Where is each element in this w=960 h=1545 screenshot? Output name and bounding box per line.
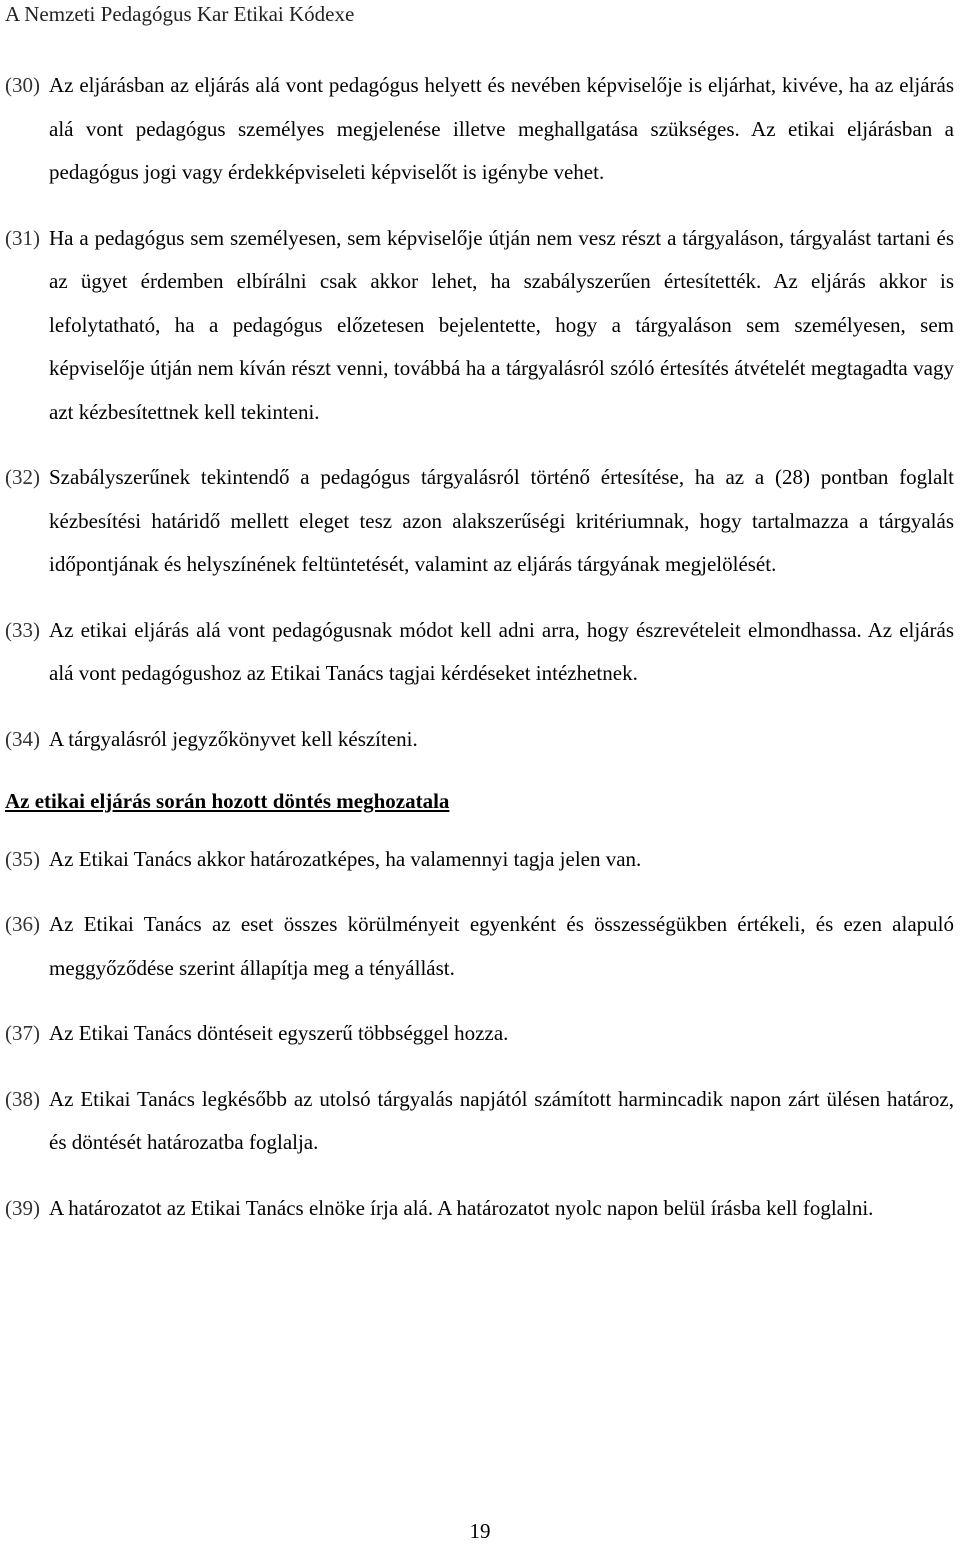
- paragraph-text: Ha a pedagógus sem személyesen, sem képviselője útján nem vesz részt a tárgyaláson, tárgyalást tartani és az ügyet érdemben elbírálni csak akkor lehet, ha szabályszerűen értesítették. Az eljárás akkor is lefolytatható, ha a pedagógus előzetesen bejelentette, hogy a tárgyaláson sem személyesen, sem képviselője útján nem kíván részt venni, továbbá ha a tárgyalásról szóló értesítés átvételét megtagadta vagy azt kézbesítettnek kell tekinteni.: [49, 225, 954, 424]
- paragraph-37: [0, 1012, 956, 1056]
- paragraph-number: (31): [5, 225, 40, 250]
- document-body: [0, 64, 956, 1252]
- paragraph-number: (35): [5, 846, 40, 871]
- paragraph-33: [0, 609, 956, 696]
- paragraph-text: Az Etikai Tanács akkor határozatképes, ha valamennyi tagja jelen van.: [49, 846, 642, 871]
- paragraph-32: [0, 456, 956, 587]
- paragraph-38: [0, 1078, 956, 1165]
- paragraph-34: [0, 718, 956, 762]
- paragraph-number: (33): [5, 617, 40, 642]
- page-number: 19: [469, 1519, 491, 1543]
- document-header-title: A Nemzeti Pedagógus Kar Etikai Kódexe: [5, 2, 355, 26]
- paragraph-36: [0, 903, 956, 990]
- paragraph-31: [0, 217, 956, 435]
- paragraph-number: (36): [5, 912, 40, 936]
- paragraph-number: (34): [5, 726, 40, 751]
- paragraph-text: A tárgyalásról jegyzőkönyvet kell készíteni.: [49, 726, 418, 751]
- paragraph-text: A határozatot az Etikai Tanács elnöke írja alá. A határozatot nyolc napon belül írásba kell foglalni.: [49, 1195, 874, 1220]
- section-heading: Az etikai eljárás során hozott döntés meghozatala: [5, 789, 450, 813]
- paragraph-text: Az Etikai Tanács legkésőbb az utolsó tárgyalás napjától számított harmincadik napon zárt ülésen határoz, és döntését határozatba foglalja.: [49, 1086, 954, 1154]
- paragraph-text: Az Etikai Tanács döntéseit egyszerű többséggel hozza.: [49, 1021, 509, 1045]
- paragraph-number: (37): [5, 1021, 40, 1045]
- paragraph-text: Az eljárásban az eljárás alá vont pedagógus helyett és nevében képviselője is eljárhat, kivéve, ha az eljárás alá vont pedagógus személyes megjelenése illetve meghallgatása szükséges. Az etikai eljárásban a pedagógus jogi vagy érdekképviseleti képviselőt is igénybe vehet.: [49, 73, 954, 184]
- paragraph-number: (30): [5, 73, 40, 97]
- paragraph-text: Az etikai eljárás alá vont pedagógusnak módot kell adni arra, hogy észrevételeit elmondhassa. Az eljárás alá vont pedagógushoz az Etikai Tanács tagjai kérdéseket intézhetnek.: [49, 617, 954, 685]
- paragraph-text: Az Etikai Tanács az eset összes körülményeit egyenként és összességükben értékeli, és ezen alapuló meggyőződése szerint állapítja meg a tényállást.: [49, 912, 954, 980]
- paragraph-39: [0, 1187, 956, 1231]
- paragraph-number: (38): [5, 1086, 40, 1111]
- paragraph-text: Szabályszerűnek tekintendő a pedagógus tárgyalásról történő értesítése, ha az a (28) pontban foglalt kézbesítési határidő mellett eleget tesz azon alakszerűségi kritériumnak, hogy tartalmazza a tárgyalás időpontjának és helyszínének feltüntetését, valamint az eljárás tárgyának megjelölését.: [49, 465, 954, 576]
- paragraph-number: (32): [5, 465, 40, 489]
- paragraph-number: (39): [5, 1195, 40, 1220]
- paragraph-30: [0, 64, 956, 195]
- paragraph-35: [0, 838, 956, 882]
